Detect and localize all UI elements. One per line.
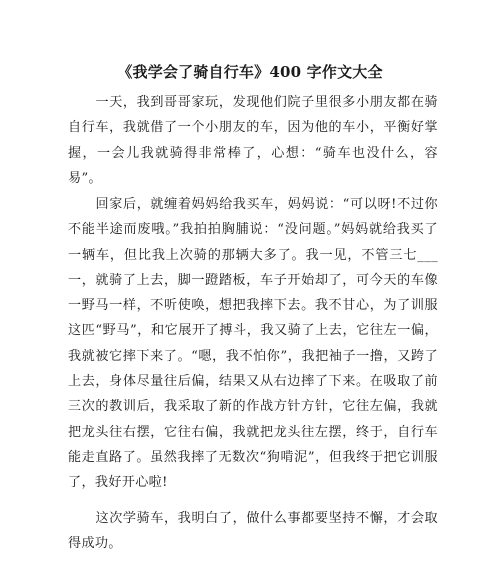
document-title: 《我学会了骑自行车》400 字作文大全 — [117, 63, 383, 81]
paragraph-2: 回家后，就缠着妈妈给我买车，妈妈说：“可以呀!不过你不能半途而废哦。”我拍拍胸脯说：“没问题。”妈妈就给我买了一辆车，但比我上次骑的那辆大多了。我一见，不管三七___一，就骑了上去，脚一蹬踏板，车子开始却了，可今天的车像一野马一样，不听使唤，想把我摔下去。我不甘心，为了训服这匹“野马”，和它展开了搏斗，我又骑了上去，它往左一偏，我就被它摔下来了。“嗯，我不怕你”，我把袖子一撸，又跨了上去，身体尽量往后偏，结果又从右边摔了下来。在吸取了前三次的教训后，我采取了新的作战方针方针，它往左偏，我就把龙头往右摆，它往右偏，我就把龙头往左摆，终于，自行车能走直路了。虽然我摔了无数次“狗啃泥”，但我终于把它训服了，我好开心啦! — [68, 197, 438, 491]
paragraph-3: 这次学骑车，我明白了，做什么事都要坚持不懈，才会取得成功。 — [68, 511, 438, 552]
paragraph-1: 一天，我到哥哥家玩，发现他们院子里很多小朋友都在骑自行车，我就借了一个小朋友的车，因为他的车小，平衡好掌握，一会儿我就骑得非常棒了，心想：“骑车也没什么，容易”。 — [68, 95, 438, 186]
